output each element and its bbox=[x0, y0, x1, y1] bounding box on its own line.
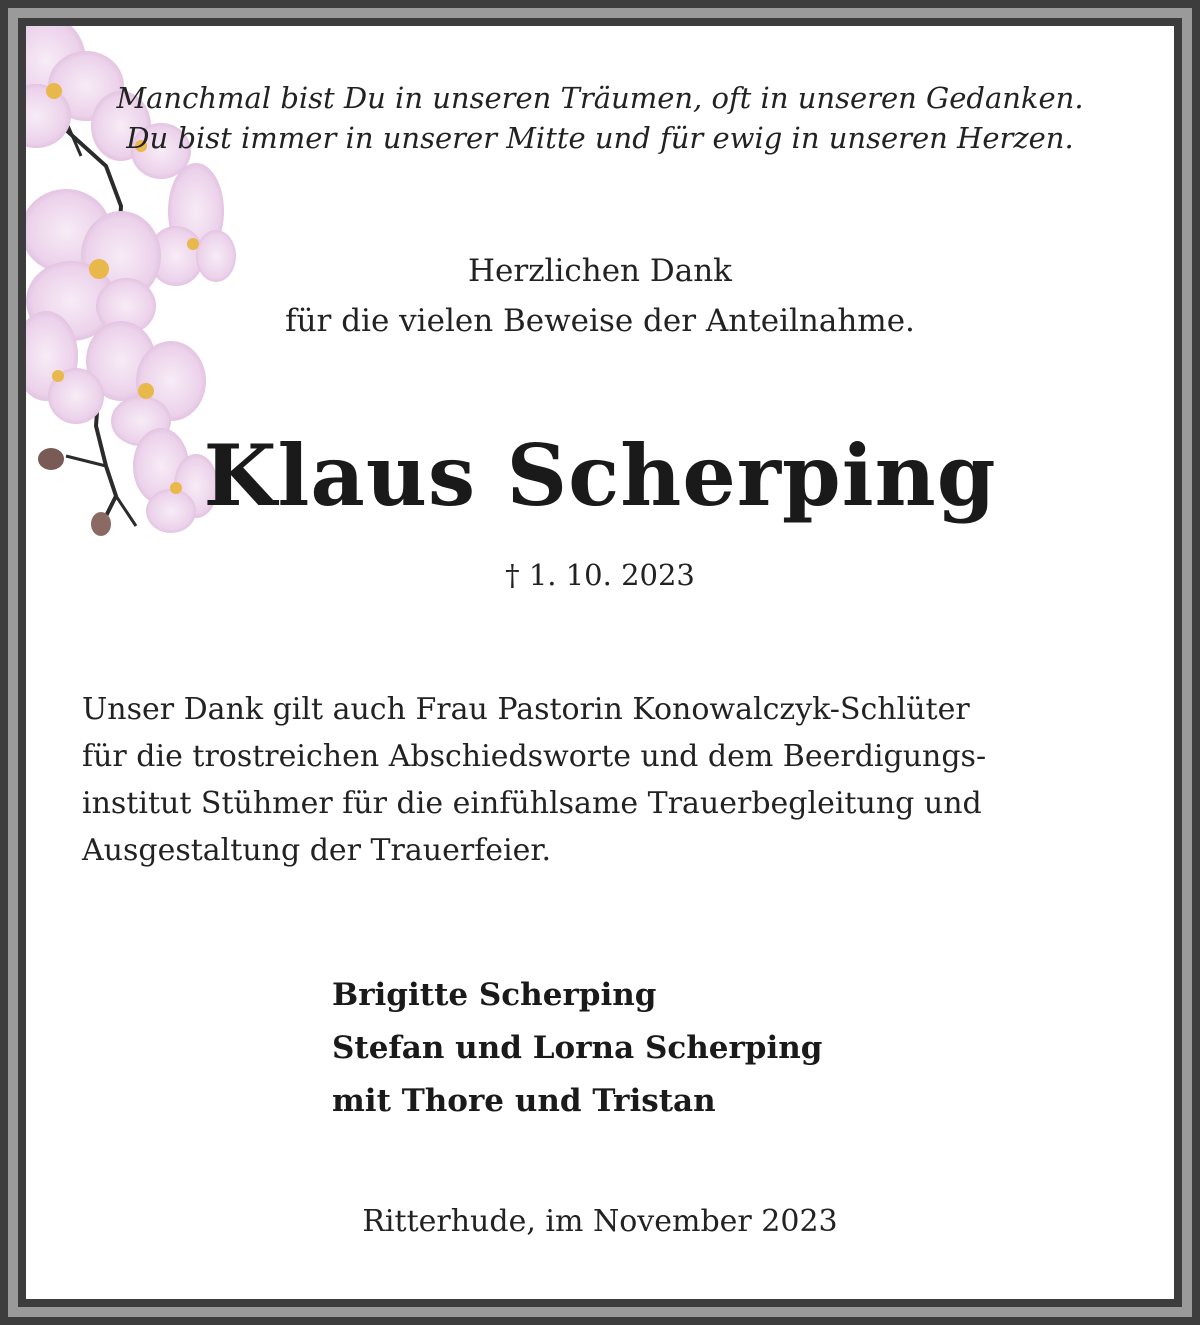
thanks-heading bbox=[26, 246, 1174, 346]
obituary-card bbox=[26, 26, 1174, 1299]
thanks-line-1: Herzlichen Dank bbox=[468, 253, 732, 289]
deceased-name: Klaus Scherping bbox=[203, 426, 997, 525]
signature-line: Stefan und Lorna Scherping bbox=[332, 1030, 823, 1066]
body-line: institut Stühmer für die einfühlsame Trauerbegleitung und bbox=[82, 786, 982, 821]
body-line: Unser Dank gilt auch Frau Pastorin Konowalczyk-Schlüter bbox=[82, 692, 970, 727]
family-signatures bbox=[332, 969, 822, 1128]
signature-line: Brigitte Scherping bbox=[332, 977, 657, 1013]
quote-line-2: Du bist immer in unserer Mitte und für ewig in unseren Herzen. bbox=[126, 121, 1074, 155]
signature-line: mit Thore und Tristan bbox=[332, 1083, 716, 1119]
acknowledgement-text bbox=[82, 686, 1142, 874]
memorial-quote bbox=[26, 78, 1174, 158]
place-and-date: Ritterhude, im November 2023 bbox=[362, 1204, 838, 1239]
body-line: Ausgestaltung der Trauerfeier. bbox=[82, 833, 551, 868]
body-line: für die trostreichen Abschiedsworte und dem Beerdigungs- bbox=[82, 739, 987, 774]
thanks-line-2: für die vielen Beweise der Anteilnahme. bbox=[285, 303, 915, 339]
death-date: † 1. 10. 2023 bbox=[505, 558, 695, 592]
quote-line-1: Manchmal bist Du in unseren Träumen, oft in unseren Gedanken. bbox=[116, 81, 1084, 115]
